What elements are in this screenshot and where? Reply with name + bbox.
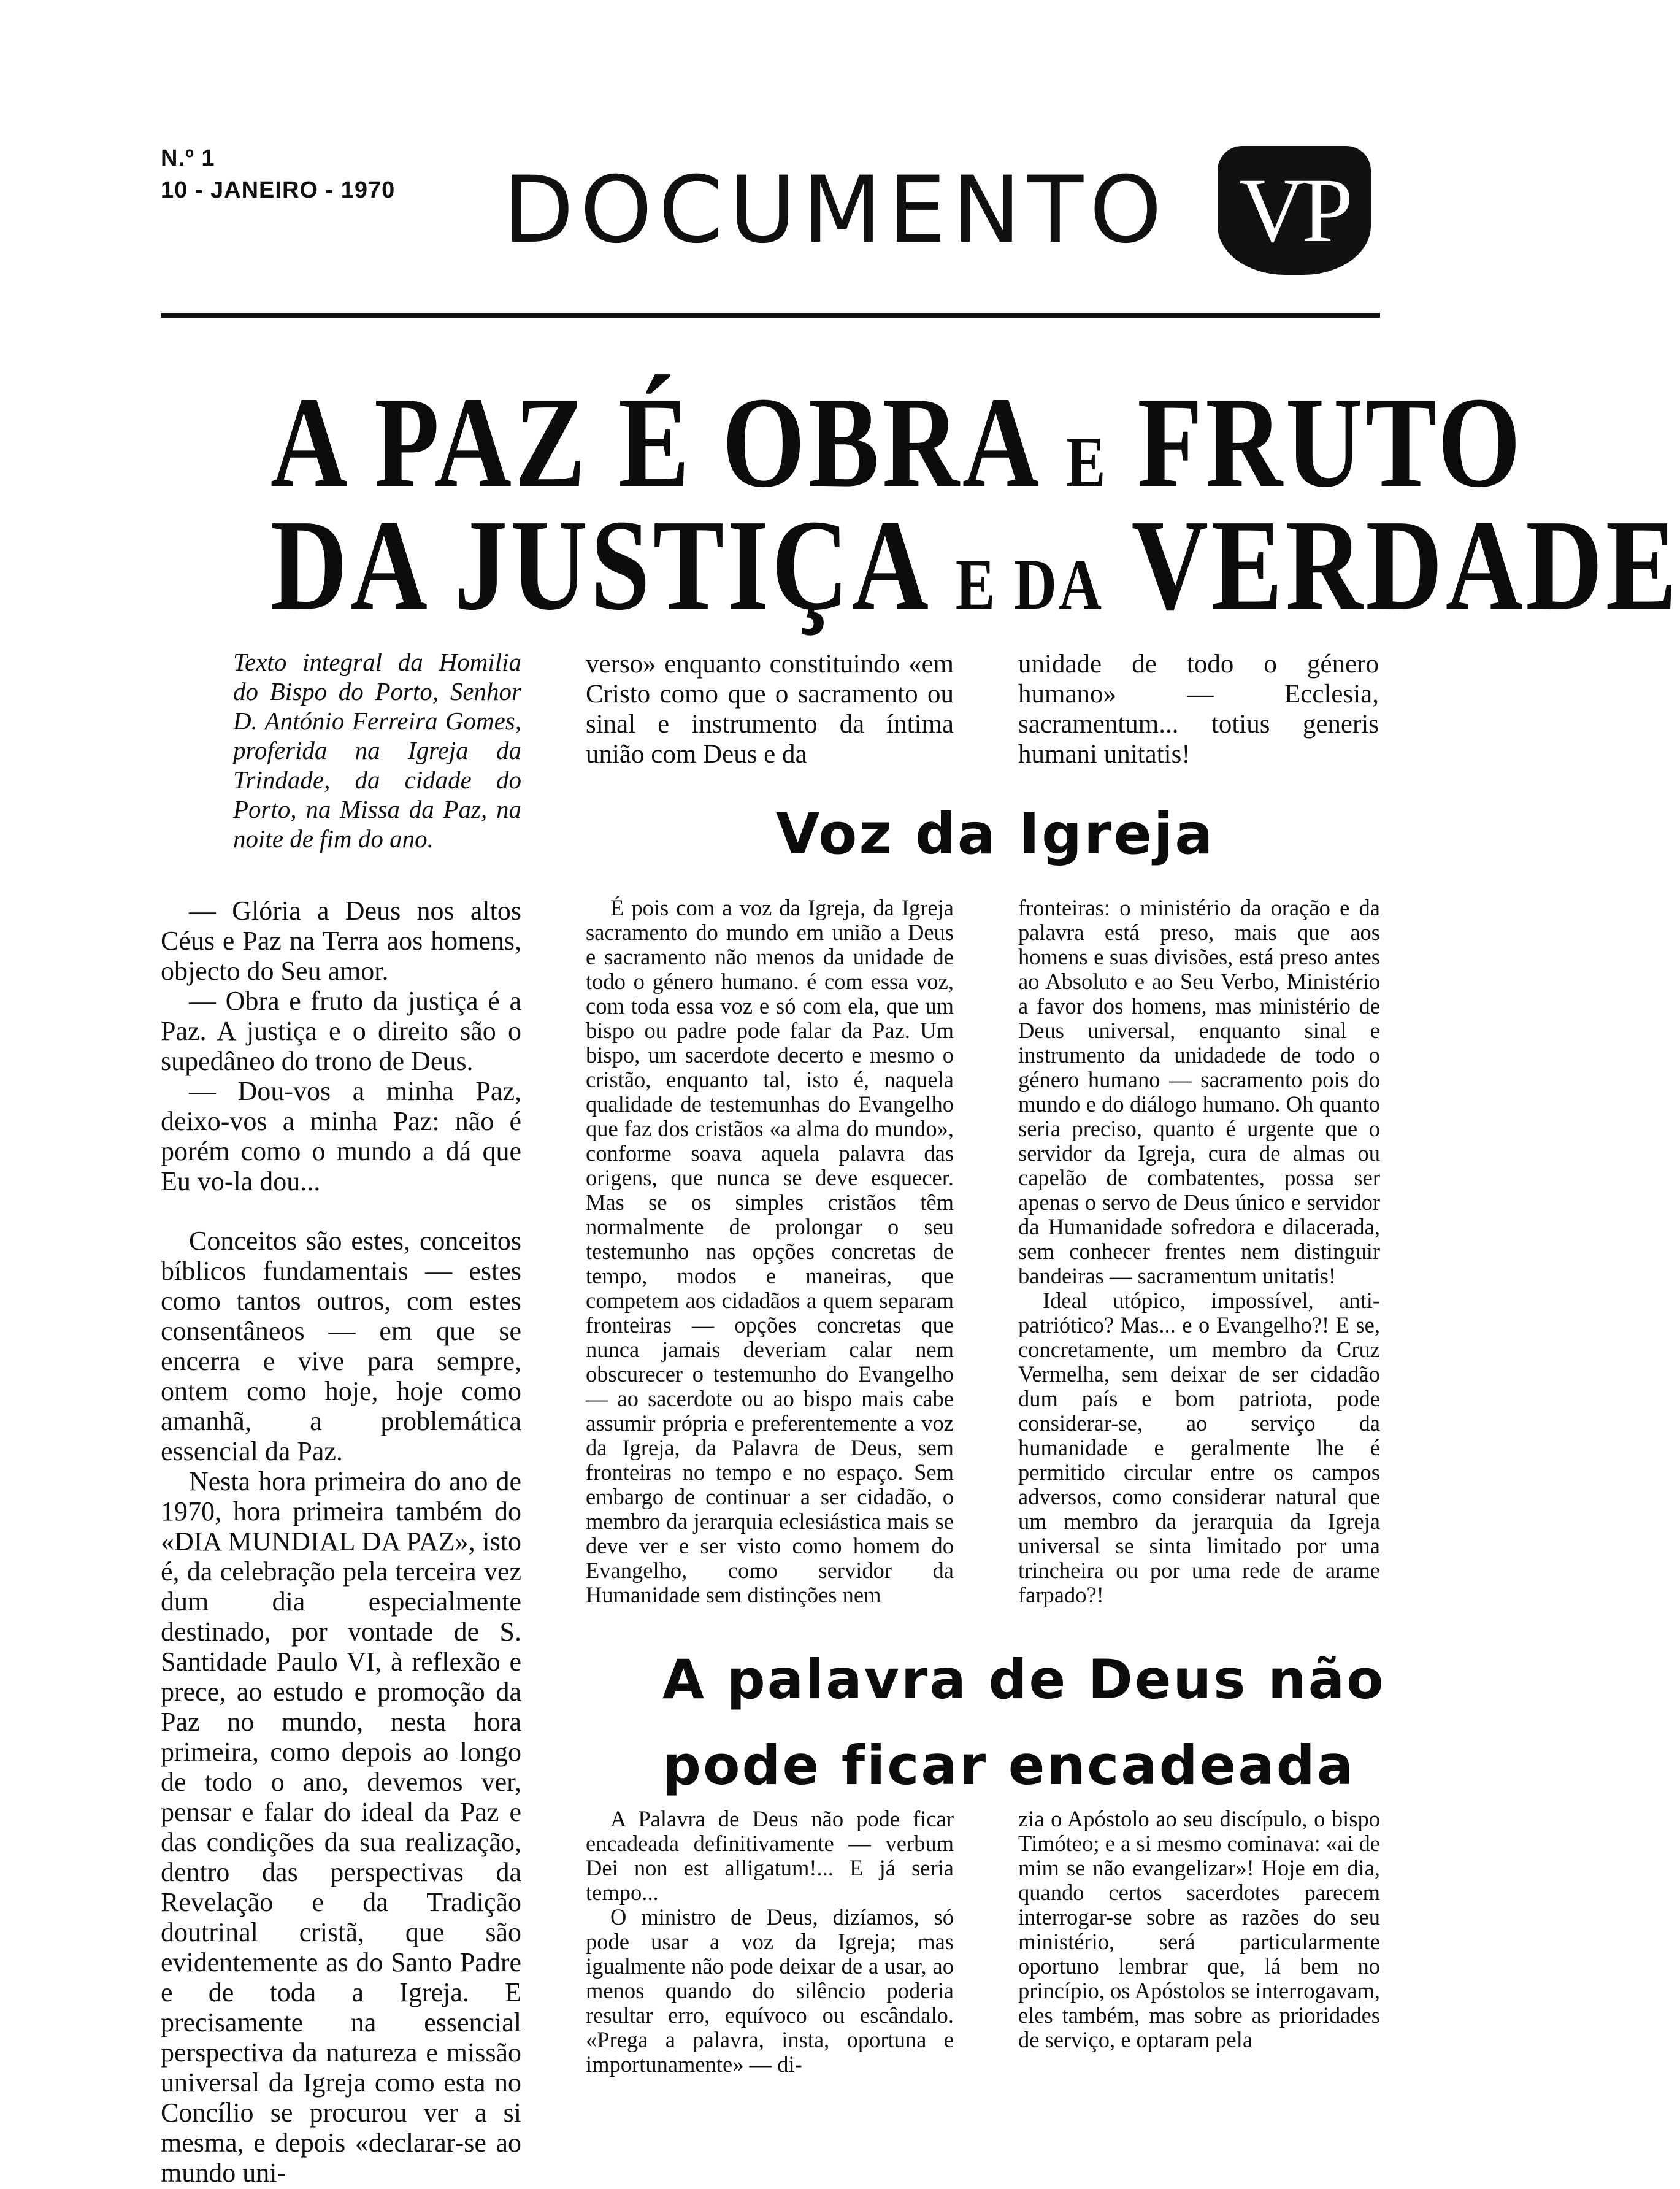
paragraph: O ministro de Deus, dizíamos, só pode usar a voz da Igreja; mas igualmente não pode deixar de a usar, ao menos quando do silêncio poderia resultar erro, equívoco ou escândalo. «Prega a palavra, insta, oportuna e importunamente» — di-: [586, 1904, 954, 2077]
paragraph: É pois com a voz da Igreja, da Igreja sacramento do mundo em união a Deus e sacramento não menos da unidade de todo o género humano. é com essa voz, com toda essa voz e só com ela, que um bispo ou padre pode falar da Paz. Um bispo, um sacerdote decerto e mesmo o cristão, enquanto tal, isto é, naquela qualidade de testemunhas do Evangelho que faz dos cristãos «a alma do mundo», conforme soava aquela palavra das origens, que nunca se deve esquecer. Mas se os simples cristãos têm normalmente de prolongar o seu testemunho nas opções concretas de tempo, modos e maneiras, que competem aos cidadãos a quem separam fronteiras — opções concretas que nunca jamais deveriam calar nem obscurecer o testemunho do Evangelho — ao sacerdote ou ao bispo mais cabe assumir própria e preferentemente a voz da Igreja, da Palavra de Deus, sem fronteiras no tempo e no espaço. Sem embargo de continuar a ser cidadão, o membro da jerarquia eclesiástica mais se deve ver e ser visto como homem do Evangelho, como servidor da Humanidade sem distinções nem: [586, 895, 954, 1607]
section-1-column-2: [586, 896, 954, 1607]
headline-conjunction: E DA: [955, 544, 1104, 625]
paragraph: A Palavra de Deus não pode ficar encadeada definitivamente — verbum Dei non est alligatum!... E já seria tempo...: [586, 1806, 954, 1905]
section-title-line: pode ficar encadeada: [662, 1734, 1356, 1797]
section-title-palavra-de-deus: [662, 1637, 1386, 1809]
paragraph: — Dou-vos a minha Paz, deixo-vos a minha Paz: não é porém como o mundo a dá que Eu vo-la dou...: [161, 1076, 521, 1196]
section-2-column-2: [586, 1807, 954, 2077]
issue-number: N.º 1: [161, 145, 215, 171]
headline-conjunction: E: [1066, 421, 1108, 502]
headline-part: VERDADE: [1131, 493, 1680, 637]
headline-line-2: [270, 493, 1680, 637]
headline-part: DA JUSTIÇA: [270, 493, 926, 637]
paragraph: — Glória a Deus nos altos Céus e Paz na Terra aos homens, objecto do Seu amor.: [161, 896, 521, 986]
section-title-voz-da-igreja: Voz da Igreja: [776, 801, 1215, 867]
paragraph: zia o Apóstolo ao seu discípulo, o bispo Timóteo; e a si mesmo cominava: «ai de mim se não evangelizar»! Hoje em dia, quando certos sacerdotes parecem interrogar-se sobre as razões do seu ministério, será particularmente oportuno lembrar que, lá bem no princípio, os Apóstolos se interrogavam, eles também, mas sobre as prioridades de serviço, e optaram pela: [1018, 1806, 1381, 2052]
top-column-2: verso» enquanto constituindo «em Cristo como que o sacramento ou sinal e instrumento da íntima união com Deus e da: [586, 650, 954, 769]
issue-date: 10 - JANEIRO - 1970: [161, 177, 396, 203]
section-2-column-3: [1018, 1807, 1380, 2052]
vp-logo: VP: [1218, 146, 1371, 275]
headline-line-1: [270, 370, 1524, 514]
paragraph: fronteiras: o ministério da oração e da palavra está preso, mais que aos homens e suas divisões, está preso antes ao Absoluto e ao Seu Verbo, Ministério a favor dos homens, mas ministério de Deus universal, enquanto sinal e instrumento da unidadede de todo o género humano — sacramento pois do mundo e do diálogo humano. Oh quanto seria preciso, quanto é urgente que o servidor da Igreja, cura de almas ou capelão de combatentes, possa ser apenas o servo de Deus único e servidor da Humanidade sofredora e dilacerada, sem conhecer frentes nem distinguir bandeiras — sacramentum unitatis!: [1018, 895, 1380, 1288]
column-1: [161, 896, 521, 2188]
paragraph: Ideal utópico, impossível, anti-patriótico? Mas... e o Evangelho?! E se, concretamente, um membro da Cruz Vermelha, sem deixar de ser cidadão dum país e bom patriota, pode considerar-se, ao serviço da humanidade e geralmente lhe é permitido circular entre os campos adversos, como considerar natural que um membro da jerarquia da Igreja universal se sinta limitado por uma trincheira ou por uma rede de arame farpado?!: [1018, 1288, 1380, 1607]
header-rule: [161, 313, 1380, 318]
paragraph: — Obra e fruto da justiça é a Paz. A justiça e o direito são o supedâneo do trono de Deus.: [161, 986, 521, 1076]
section-1-column-3: [1018, 896, 1380, 1607]
headline-part: FRUTO: [1137, 370, 1524, 514]
masthead-title: DOCUMENTO: [503, 157, 1168, 264]
issue-info: [161, 142, 395, 206]
intro-text: Texto integral da Homilia do Bispo do Porto, Senhor D. António Ferreira Gomes, proferida na Igreja da Trindade, da cidade do Porto, na Missa da Paz, na noite de fim do ano.: [233, 648, 521, 853]
section-title-line: A palavra de Deus não: [662, 1648, 1386, 1711]
top-column-3: unidade de todo o género humano» — Ecclesia, sacramentum... totius generis humani unitatis!: [1018, 650, 1379, 769]
headline-part: A PAZ É OBRA: [270, 370, 1037, 514]
paragraph: Nesta hora primeira do ano de 1970, hora primeira também do «DIA MUNDIAL DA PAZ», isto é, da celebração pela terceira vez dum dia especialmente destinado, por vontade de S. Santidade Paulo VI, à reflexão e prece, ao estudo e promoção da Paz no mundo, nesta hora primeira, como depois ao longo de todo o ano, devemos ver, pensar e falar do ideal da Paz e das condições da sua realização, dentro das perspectivas da Revelação e da Tradição doutrinal cristã, que são evidentemente as do Santo Padre e de toda a Igreja. E precisamente na essencial perspectiva da natureza e missão universal da Igreja como esta no Concílio se procurou ver a si mesma, e depois «declarar-se ao mundo uni-: [161, 1466, 521, 2188]
paragraph: Conceitos são estes, conceitos bíblicos fundamentais — estes como tantos outros, com estes consentâneos — em que se encerra e vive para sempre, ontem como hoje, hoje como amanhã, a problemática essencial da Paz.: [161, 1226, 521, 1466]
